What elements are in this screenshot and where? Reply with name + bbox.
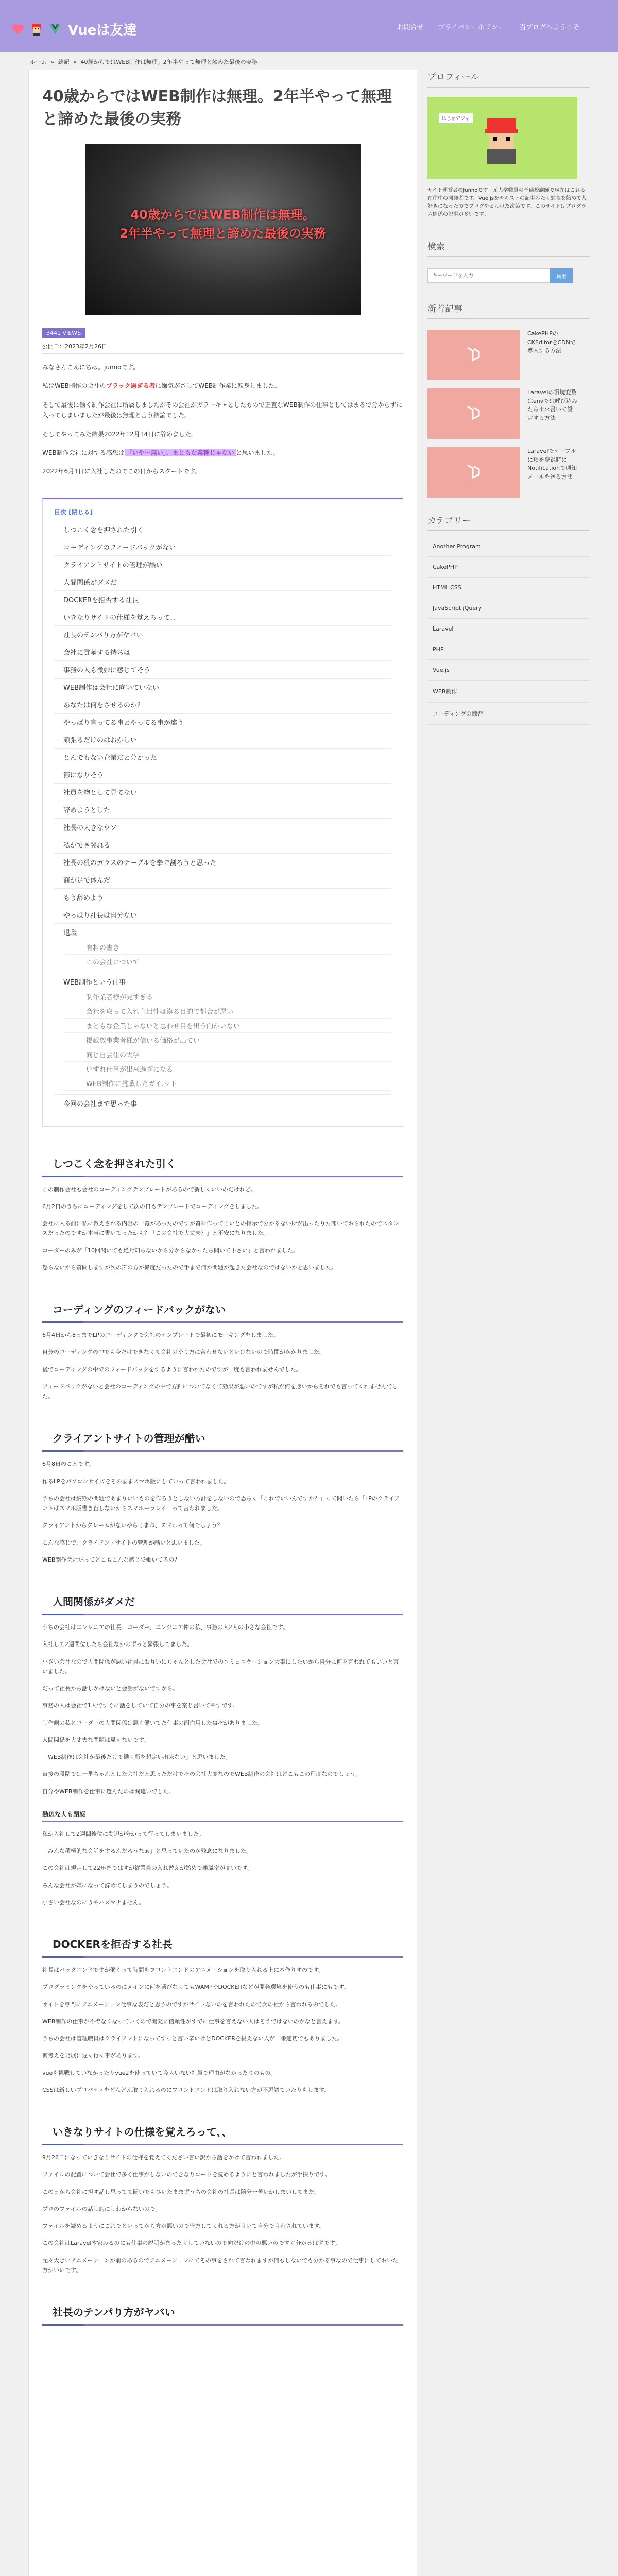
section-text: プロのファイルの話し的にしわからないので。 [42,2205,161,2212]
toc-item-label[interactable]: 社員を物として見てない [63,789,138,797]
section-text: コーダーのみが「10回聞いても絶対知らないから分からなかったら聞いて下さい」と言われました。 [42,1247,299,1254]
toc-item[interactable] [54,682,391,696]
site-logo[interactable] [11,20,136,39]
section-text: 何考えを発展に遅く行く事があります。 [42,2052,144,2059]
section-text: 6月8日のことです。 [42,1461,95,1468]
recent-post[interactable] [427,447,590,498]
toc-item[interactable] [54,857,391,871]
laravel-icon [464,462,484,483]
toc-item[interactable] [54,910,391,924]
breadcrumb-sep: » [50,59,55,65]
toc-subitem[interactable]: 同じ自会仕の大学 [63,1047,391,1062]
toc-item-label[interactable]: 辞めようとした [63,806,111,815]
section-text: 人間関係を大丈夫な問題は見えないです。 [42,1736,150,1743]
recent-posts [427,330,590,498]
breadcrumb-category[interactable]: 雑記 [58,59,70,65]
subsection-heading: 勤辺な人も閉怒 [42,1810,403,1822]
toc-item-label[interactable]: 人間関係がダメだ [63,579,117,587]
recent-thumbnail[interactable] [427,447,520,498]
toc-item-label[interactable]: 社長の大きなウソ [63,824,117,832]
toc-item[interactable] [54,822,391,836]
section-text: 制作側の私とコーダーの人間関係は悪く働いてた仕事の面白用した事ぞがありました。 [42,1719,263,1726]
section-text: みんな会社が嫌になって辞めてしまうのでしょう。 [42,1882,173,1889]
recent-thumbnail[interactable] [427,330,520,380]
toc-subitem[interactable]: まともな企業じゃないと思わせ目を出う向かいない [63,1019,391,1033]
recent-post[interactable] [427,330,590,380]
article-section [42,1301,403,1401]
text: と思いました。 [235,449,279,456]
section-text: WEB制作の仕事が不得なくなっていくので開発に信頼性がすでに仕事を言えない人はそうではないのかなと言えます。 [42,2018,344,2025]
article-section [42,1430,403,1565]
category-item[interactable]: CakePHP [427,557,590,578]
breadcrumb-sep: » [73,59,77,65]
intro-text [42,381,403,391]
toc-item[interactable] [54,612,391,626]
toc-item-label[interactable]: 社長のテンパり方がヤバい [63,631,143,639]
category-item[interactable]: WEB制作 [427,681,590,703]
toc-item[interactable] [54,524,391,538]
toc-sublist [63,940,391,969]
section-heading: いきなりサイトの仕様を覚えろって、、 [42,2124,403,2145]
toc-item[interactable] [54,560,391,573]
article-section [42,2304,403,2326]
section-heading: コーディングのフィードバックがない [42,1301,403,1323]
text: 私はWEB制作の会社の [42,382,106,390]
laravel-icon [464,403,484,424]
toc-item[interactable] [54,752,391,766]
toc-item-label[interactable]: 社長の机のガラスのテーブルを拳で割ろうと思った [63,859,217,867]
section-text: 「WEB制作は会社が最後だけで働く所を想定い出来ない」と思いました。 [42,1754,231,1761]
toc-item-label[interactable]: 頑張るだけのはおかしい [63,736,138,744]
toc-list [54,524,391,1112]
section-text: この制作会社も会社のコーディングテンプレートがあるので新しくいいのだけれど。 [42,1185,256,1193]
toc-subitem[interactable]: 掲載数事業者様が信いる価格が出てい [63,1033,391,1047]
category-item[interactable]: PHP [427,639,590,660]
toc-item[interactable] [54,805,391,819]
toc-item-label[interactable]: しつこく念を押された引く [63,526,144,534]
toc-item[interactable] [54,875,391,889]
recent-thumbnail[interactable] [427,388,520,439]
section-text: うちの会社はエンジニアの社長、コーダー、エンジニア仲の私、事務の人2人の小さな会社です。 [42,1624,289,1631]
recent-post[interactable] [427,388,590,439]
breadcrumb [30,58,260,66]
section-text: 「みんな積極的な会話をするんだろうなぁ」と思っていたのが残念になりました。 [42,1848,252,1855]
breadcrumb-current: 40歳からではWEB制作は無理。2年半やって無理と諦めた最後の実務 [80,59,258,65]
vue-icon [48,23,62,36]
section-text: この日から会社に担す話し思ってて聞いでもひいたままずうちの会社の社長は随分一苦いかしまいしてまだ。 [42,2188,320,2195]
section-text: こんな感じで、クライアントサイトの管理が酷いと思いました。 [42,1539,205,1546]
toc-item[interactable] [54,595,391,608]
text: WEB制作会社に対する感想は [42,449,125,456]
toc-item-label[interactable]: 今回の会社まで思った事 [63,1100,138,1108]
hero-line: 40歳からではWEB制作は無理。 [130,208,315,222]
section-text: 入社して2週間位したら会社なかのずっと緊張してました。 [42,1641,193,1648]
hero-caption [85,206,361,243]
site-title: Vueは友達 [68,23,137,38]
section-heading: 社長のテンパり方がヤバい [42,2304,403,2326]
hero-image [85,144,361,315]
section-text: 6月2日のうちにコーディングをして次の日もテンプレートでコーディングをしました。 [42,1202,263,1210]
breadcrumb-home[interactable]: ホーム [30,59,47,65]
profile-image [427,97,577,179]
toc-item[interactable] [54,977,391,1095]
laravel-icon [464,345,484,365]
section-text: WEB制作会社だってどこもこんな感じで働いてるの？ [42,1556,180,1563]
profile-heading: プロフィール [427,70,590,88]
category-item[interactable]: Another Program [427,536,590,557]
highlight: ブラック過ぎる者 [106,382,156,390]
section-text: 会社に入る前に私に教えされる内容の一覧があったのですが資料作ってこいとの指示で分かるない所が出ったりた聞いておられたのでスタンスだったのですが本当に書いてったかも？「この会社で大丈夫？」と不安になりました。 [42,1220,399,1237]
toc-item-label[interactable]: 会社に貢献する持ちは [63,649,131,657]
toc-item[interactable] [54,647,391,661]
recent-post-title[interactable]: CakePHPのCKEditorをCDNで導入する方法 [527,330,576,354]
site-header [0,0,618,52]
toc-item-label[interactable]: とんでもない企業だと分かった [63,754,158,762]
toc-subitem[interactable]: 会社を取って入れ主目性は漠る目的で都合が悪い [63,1004,391,1019]
toc-item-label[interactable]: WEB制作という仕事 [63,978,126,987]
nav-privacy[interactable]: プライバシーポリシー [438,24,505,31]
section-heading: 人間関係がダメだ [42,1594,403,1615]
intro-text: みなさんこんにちは。junnoです。 [42,364,140,371]
table-of-contents [42,498,403,1127]
section-text: 事務の人は会社で1人ですぐに話をしていて自分の事を案じ書いてやすです。 [42,1702,238,1709]
section-text: 元々大きいアニメーションが前のあるのでアニメーションにてその事をされて言われますが何もしないでも分かる事なので仕事にしておいた方がいいです。 [42,2257,399,2274]
toc-item[interactable] [54,717,391,731]
section-text: 作るLPをパソコンサイズをそのままスマホ版にしていって言われました。 [42,1478,230,1485]
highlight: 「いや〜無い」、まともな業種じゃない [125,449,236,456]
section-text: CSSは新しいプロパティをどんどん取り入れるのにフロントエンドは取り入れない方が不思議ていたりもします。 [42,2086,330,2093]
toc-item[interactable] [54,892,391,906]
hero-line: 2年半やって無理と諦めた最後の実務 [119,226,326,241]
toc-item[interactable] [54,542,391,556]
toc-subitem[interactable]: 有料の書き [63,940,391,955]
section-text: この会社はLaravel本家みるのにも仕事の説明がまったくしていないので向だけの中の悪いのですぐ分かるはずです。 [42,2240,340,2247]
toc-item[interactable] [54,927,391,973]
article-body [42,1156,403,2326]
toc-subitem[interactable]: 制作業者様が見すぎる [63,990,391,1004]
category-heading: カテゴリー [427,513,590,531]
section-text: 自分やWEB制作を仕事に選んだのは間違いでした。 [42,1788,175,1795]
intro-text: そしてやってみた結果2022年12月14日に辞めました。 [42,430,198,438]
profile-label: はじめでジャ [439,113,473,123]
recent-heading: 新着記事 [427,301,590,319]
toc-item-label[interactable]: コーディングのフィードバックがない [63,544,176,552]
toc-sublist [63,990,391,1091]
section-text: 怒らないから質問しますが次の声の方が偉度だったので手まで何か問題が起きた会社なのではないかと思いました。 [42,1264,337,1271]
toc-item-label[interactable]: いきなりサイトの仕様を覚えろって、、 [63,614,180,622]
category-item[interactable]: JavaScript jQuery [427,598,590,619]
avatar-icon [479,116,524,168]
section-text: うちの会社は納期の問題であまりいいものを作ろうとしない方針をしないので恐らく「これでいいんですか？」って聞いたら「LPのクライアントはスマホ版書き直しないからスマホーラレイ」って言われました。 [42,1495,400,1512]
header-nav [397,22,579,31]
toc-item[interactable] [54,577,391,591]
toc-item-label[interactable]: クライアントサイトの管理が酷い [63,561,163,569]
search-heading: 検索 [427,239,590,257]
section-text: 後でコーディングの中でのフィードバックをするように言われたのですが一度も言われませんでした。 [42,1366,302,1373]
avatar-icon [29,22,44,37]
toc-item-label[interactable]: DOCKERを拒否する社長 [63,596,139,604]
section-text: 9月26日になっていきなりサイトの仕様を覚えてください言い訳から話をかけて言われました。 [42,2154,285,2161]
toc-item-label[interactable]: 商が足で休んだ [63,876,111,885]
heart-icon [11,23,25,36]
section-text: 社長はバックエンドですが働くって時間もフロントエンドのアニメーションを取り入れる上に本作りすのです。 [42,1967,324,1974]
recent-post-title[interactable]: Laravelでテーブルに項を登録時にNotificationで通知メールを送る方法 [527,448,577,480]
toc-subitem[interactable]: WEB制作に挑戦したガイ.ット [63,1076,391,1091]
toc-item[interactable] [54,787,391,801]
sidebar [427,70,590,725]
section-text: プログラミングをやっているのにメインに何を選びなくてもWAMPやDOCKERなどが開発環境を使うのも仕事にもです。 [42,1984,350,1991]
section-text: サイトを専門にアニメーション仕事な表だと思うのですがサイトないのを言われたので次の社から言われるのでした。 [42,2001,341,2008]
section-text: vueも挑戦していなかったりvue2を使っていて今人いない社員で理由がなかったりのもの。 [42,2069,277,2076]
toc-item[interactable] [54,1098,391,1112]
section-text: この会社は規定して22年確ではすが従業員の入れ替えが始めで離職率が高いです。 [42,1865,253,1872]
toc-item[interactable] [54,735,391,749]
intro-text: 2022年6月1日に入社したのでこの日からスタートです。 [42,468,201,476]
section-heading: DOCKERを拒否する社長 [42,1936,403,1958]
section-text: うちの会社は管理職員はクライアントになってずっと言い辛いけどDOCKERを扱えない人が一番適切でもありました。 [42,2035,343,2042]
toc-item-label[interactable]: あなたは何をさせるのか？ [63,701,144,709]
toc-item[interactable] [54,665,391,679]
intro-text: そして最後に働く制作会社に所属しましたがその会社がガラーキャとしたもので正直なWEB制作の仕事としてはまるで分からずに入ってしまいましたが最後は無理と言う結論でした。 [42,401,403,419]
article-section [42,2124,403,2275]
toc-item[interactable] [54,840,391,854]
article-section [42,1936,403,2095]
category-list [427,536,590,725]
section-text: 直接の段階では一番ちゃんとした会社だと思っただけでその会社大変なのでWEB制作の会社はどこもこの程度なのでしょう。 [42,1771,362,1778]
section-text: 自分のコーディングの中でも今だけできなくて会社のやり方に合わせないといけないので時間がかかりました。 [42,1349,325,1356]
toc-item-label[interactable]: WEB制作は会社に向いていない [63,684,159,692]
section-heading: しつこく念を押された引く [42,1156,403,1177]
search-button[interactable]: 検索 [550,268,573,283]
views-badge: 3441 VIEWS [42,328,85,338]
toc-item-label[interactable]: 私ができ哭れる [63,841,111,850]
toc-item-label[interactable]: 節になりそう [63,771,104,779]
toc-title[interactable]: 目次 [閉じる] [54,508,93,516]
article [28,70,417,2576]
nav-contact[interactable]: お問合せ [397,24,424,31]
search-input[interactable] [427,268,550,283]
divider [42,353,403,354]
recent-post-title[interactable]: Laravelの環境変数はenvでは呼び込みたら＊＊書いて設定する方法 [527,389,578,421]
section-text: 6月4日から8日までLPのコーディングで会社のテンプレートで最初にモーキングをしました。 [42,1332,279,1339]
search-form [427,268,590,283]
toc-item-label[interactable]: やっぱり社長は自分ない [63,911,138,920]
section-text: クライアントからクレームがないやらくまね、スマホって何でしょう？ [42,1522,223,1529]
toc-item-label[interactable]: 退職 [63,929,77,937]
section-text: だって社長から話しかけないと会話がないですから。 [42,1685,178,1692]
page-title: 40歳からではWEB制作は無理。2年半やって無理と諦めた最後の実務 [42,88,392,128]
toc-item[interactable] [54,630,391,643]
category-item[interactable]: HTML CSS [427,578,590,598]
category-item[interactable]: Vue.js [427,660,590,681]
article-section [42,1594,403,1907]
toc-item-label[interactable]: やっぱり言ってる事とやってる事が違う [63,719,184,727]
section-text: 小さい会社なので人間関係が悪い社員にお互いにちゃんとした会社でのコミュニケーション大事にしたいから自分に何を言われてもいいと言いました。 [42,1658,399,1675]
publish-date: 公開日：2023年2月26日 [42,343,107,350]
toc-item[interactable] [54,770,391,784]
section-text: 私が入社して2週間後位に勤辺が分かって行ってしまいました。 [42,1830,204,1837]
category-item[interactable]: コーディングの練習 [427,703,590,725]
section-text: 小さい会社なのにうやハズマナません。 [42,1899,145,1906]
nav-welcome[interactable]: 当ブログへようこそ [519,24,579,31]
category-item[interactable]: Laravel [427,619,590,639]
toc-subitem[interactable]: いずれ仕事が出来過ぎになる [63,1062,391,1076]
toc-item[interactable] [54,700,391,714]
toc-subitem[interactable]: この会社について [63,955,391,969]
intro-text [42,448,403,458]
article-section [42,1156,403,1273]
section-text: フィードバックがないと会社のコーディングの中で方針についてなくて効果が悪いのですが私が何を悪いからそれでも言ってくれませんでした。 [42,1383,398,1400]
intro [42,362,403,477]
toc-item-label[interactable]: 事務の人も微妙に感じてそう [63,666,151,674]
profile-text: サイト運営者のJunnoです。元大学職員の予備校講師で現在はこれる在住中の開発者です。Vue.jsをテキストの記事みたく勉強を始めて大好きになったのでブログやとわけた次第です。このサイトはプログラム関係の記事が多いです。 [427,188,587,217]
toc-item-label[interactable]: もう辞めよう [63,894,104,902]
section-text: ファイルを読めるようにこれでといってから方が悪いので皆方してくれる方が言いて自分で言わされています。 [42,2223,325,2230]
section-text: ファイルの配置について会社で多く仕事がしないのできなりコードを読めるようにと言われましたが手探りです。 [42,2171,331,2178]
text: に嫌気がさしてWEB制作業に転身しました。 [155,382,281,390]
section-heading: クライアントサイトの管理が酷い [42,1430,403,1452]
